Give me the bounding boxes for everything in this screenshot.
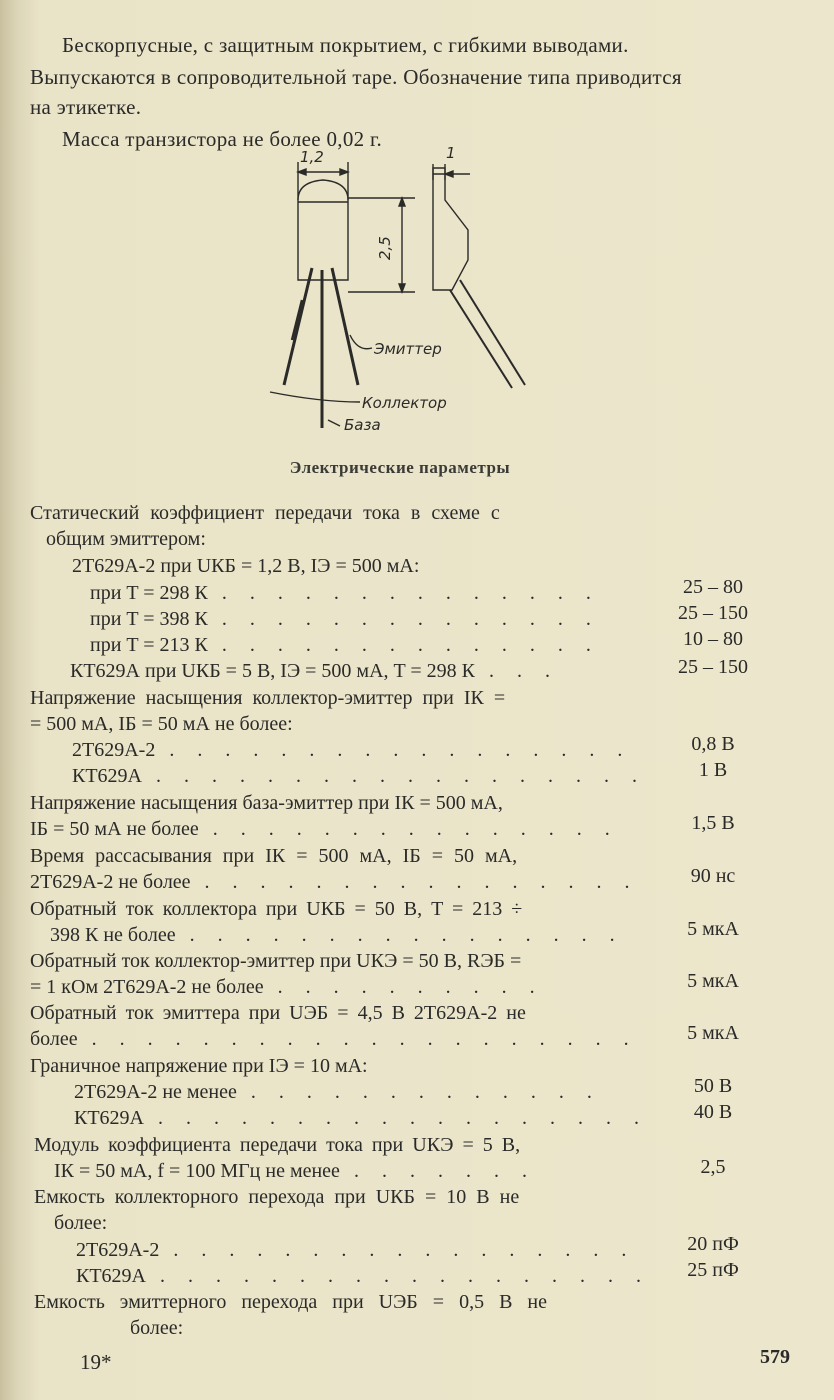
param-line: Время рассасывания при IК = 500 мА, IБ = 50 мА, bbox=[30, 845, 518, 867]
height-dimension: 2,5 bbox=[376, 236, 394, 260]
param-line: при T = 213 К . . . . . . . . . . . . . . bbox=[90, 634, 600, 656]
param-label: при T = 213 К bbox=[90, 634, 208, 656]
param-label: КТ629А при UКБ = 5 В, IЭ = 500 мА, T = 298 К bbox=[70, 660, 476, 682]
param-line: 2Т629А-2 . . . . . . . . . . . . . . . . . bbox=[72, 739, 632, 761]
param-line: 2Т629А-2 при UКБ = 1,2 В, IЭ = 500 мА: bbox=[72, 555, 420, 577]
param-label: КТ629А bbox=[72, 765, 142, 787]
param-label: 2Т629А-2 bbox=[72, 739, 156, 761]
param-line: Модуль коэффициента передачи тока при UКЭ = 5 В, bbox=[34, 1134, 521, 1156]
param-value: 90 нс bbox=[690, 865, 736, 887]
param-label: = 1 кОм 2Т629А-2 не более bbox=[30, 976, 264, 998]
param-label: IБ = 50 мА не более bbox=[30, 818, 199, 840]
param-line: = 500 мА, IБ = 50 мА не более: bbox=[30, 713, 293, 735]
param-value: 5 мкА bbox=[687, 1022, 739, 1044]
param-line: Емкость эмиттерного перехода при UЭБ = 0,5 В не bbox=[34, 1291, 547, 1313]
param-line: Обратный ток коллектор-эмиттер при UКЭ = 50 В, RЭБ = bbox=[30, 950, 522, 972]
width-dimension: 1,2 bbox=[300, 148, 324, 166]
param-value: 5 мкА bbox=[687, 970, 739, 992]
param-value: 20 пФ bbox=[687, 1233, 739, 1255]
param-line: 2Т629А-2 не менее . . . . . . . . . . . . . bbox=[74, 1081, 601, 1103]
param-value: 40 В bbox=[693, 1101, 733, 1123]
param-value: 25 пФ bbox=[687, 1259, 739, 1281]
param-label: 398 К не более bbox=[50, 924, 176, 946]
intro-line-2: Выпускаются в сопроводительной таре. Обозначение типа приводится bbox=[30, 65, 682, 89]
emitter-label: Эмиттер bbox=[374, 340, 442, 358]
section-title: Электрические параметры bbox=[289, 458, 511, 477]
param-label: при T = 398 К bbox=[90, 608, 208, 630]
intro-line-1: Бескорпусные, с защитным покрытием, с гибкими выводами. bbox=[62, 33, 629, 57]
param-label: КТ629А bbox=[74, 1107, 144, 1129]
base-label: База bbox=[344, 416, 381, 434]
page-number: 579 bbox=[760, 1346, 790, 1368]
param-line: 2Т629А-2 не более . . . . . . . . . . . . . . . . bbox=[30, 871, 639, 893]
param-label: 2Т629А-2 не более bbox=[30, 871, 191, 893]
param-value: 25 – 80 bbox=[683, 576, 743, 598]
param-value: 50 В bbox=[693, 1075, 733, 1097]
param-line: КТ629А . . . . . . . . . . . . . . . . . . bbox=[76, 1265, 650, 1287]
param-label: 2Т629А-2 bbox=[76, 1239, 160, 1261]
param-line: Напряжение насыщения коллектор-эмиттер при IК = bbox=[30, 687, 506, 709]
param-line: Емкость коллекторного перехода при UКБ = 10 В не bbox=[34, 1186, 520, 1208]
param-line: 2Т629А-2 . . . . . . . . . . . . . . . . . bbox=[76, 1239, 636, 1261]
param-value: 1,5 В bbox=[691, 812, 735, 834]
param-line: Обратный ток эмиттера при UЭБ = 4,5 В 2Т629А-2 не bbox=[30, 1002, 526, 1024]
param-label: 2Т629А-2 не менее bbox=[74, 1081, 237, 1103]
param-line: Обратный ток коллектора при UКБ = 50 В, T = 213 ÷ bbox=[30, 898, 523, 920]
mass-line: Масса транзистора не более 0,02 г. bbox=[62, 127, 383, 151]
param-line: Статический коэффициент передачи тока в схеме с bbox=[30, 502, 500, 524]
param-line: Напряжение насыщения база-эмиттер при IК = 500 мА, bbox=[30, 792, 503, 814]
param-label: более bbox=[30, 1028, 78, 1050]
intro-text bbox=[30, 30, 790, 154]
param-line: более: bbox=[54, 1212, 108, 1234]
param-value: 1 В bbox=[698, 759, 728, 781]
param-line: = 1 кОм 2Т629А-2 не более . . . . . . . . . . bbox=[30, 976, 544, 998]
param-label: IК = 50 мА, f = 100 МГц не менее bbox=[54, 1160, 340, 1182]
param-line: более: bbox=[130, 1317, 184, 1339]
param-line: 398 К не более . . . . . . . . . . . . . . . . bbox=[50, 924, 624, 946]
param-line: Граничное напряжение при IЭ = 10 мА: bbox=[30, 1055, 368, 1077]
param-label: КТ629А bbox=[76, 1265, 146, 1287]
transistor-drawing bbox=[240, 140, 560, 440]
collector-label: Коллектор bbox=[362, 394, 447, 412]
param-value: 25 – 150 bbox=[678, 602, 748, 624]
param-value: 0,8 В bbox=[691, 733, 735, 755]
param-line: КТ629А . . . . . . . . . . . . . . . . . . bbox=[74, 1107, 648, 1129]
param-line: общим эмиттером: bbox=[46, 528, 206, 550]
param-label: при T = 298 К bbox=[90, 582, 208, 604]
param-line: IБ = 50 мА не более . . . . . . . . . . . . . . . bbox=[30, 818, 619, 840]
param-line: при T = 398 К . . . . . . . . . . . . . . bbox=[90, 608, 600, 630]
param-value: 2,5 bbox=[700, 1156, 726, 1178]
param-value: 5 мкА bbox=[687, 918, 739, 940]
param-value: 25 – 150 bbox=[678, 656, 748, 678]
signature-mark: 19* bbox=[80, 1350, 112, 1374]
param-line: IК = 50 мА, f = 100 МГц не менее . . . . . . . bbox=[54, 1160, 536, 1182]
param-line: при T = 298 К . . . . . . . . . . . . . . bbox=[90, 582, 600, 604]
intro-line-3: на этикетке. bbox=[30, 95, 142, 119]
side-dimension: 1 bbox=[446, 144, 456, 162]
param-value: 10 – 80 bbox=[683, 628, 743, 650]
param-line: более . . . . . . . . . . . . . . . . . . . . bbox=[30, 1028, 638, 1050]
param-line: КТ629А при UКБ = 5 В, IЭ = 500 мА, T = 298 К . . . bbox=[70, 660, 560, 682]
param-line: КТ629А . . . . . . . . . . . . . . . . . . bbox=[72, 765, 646, 787]
